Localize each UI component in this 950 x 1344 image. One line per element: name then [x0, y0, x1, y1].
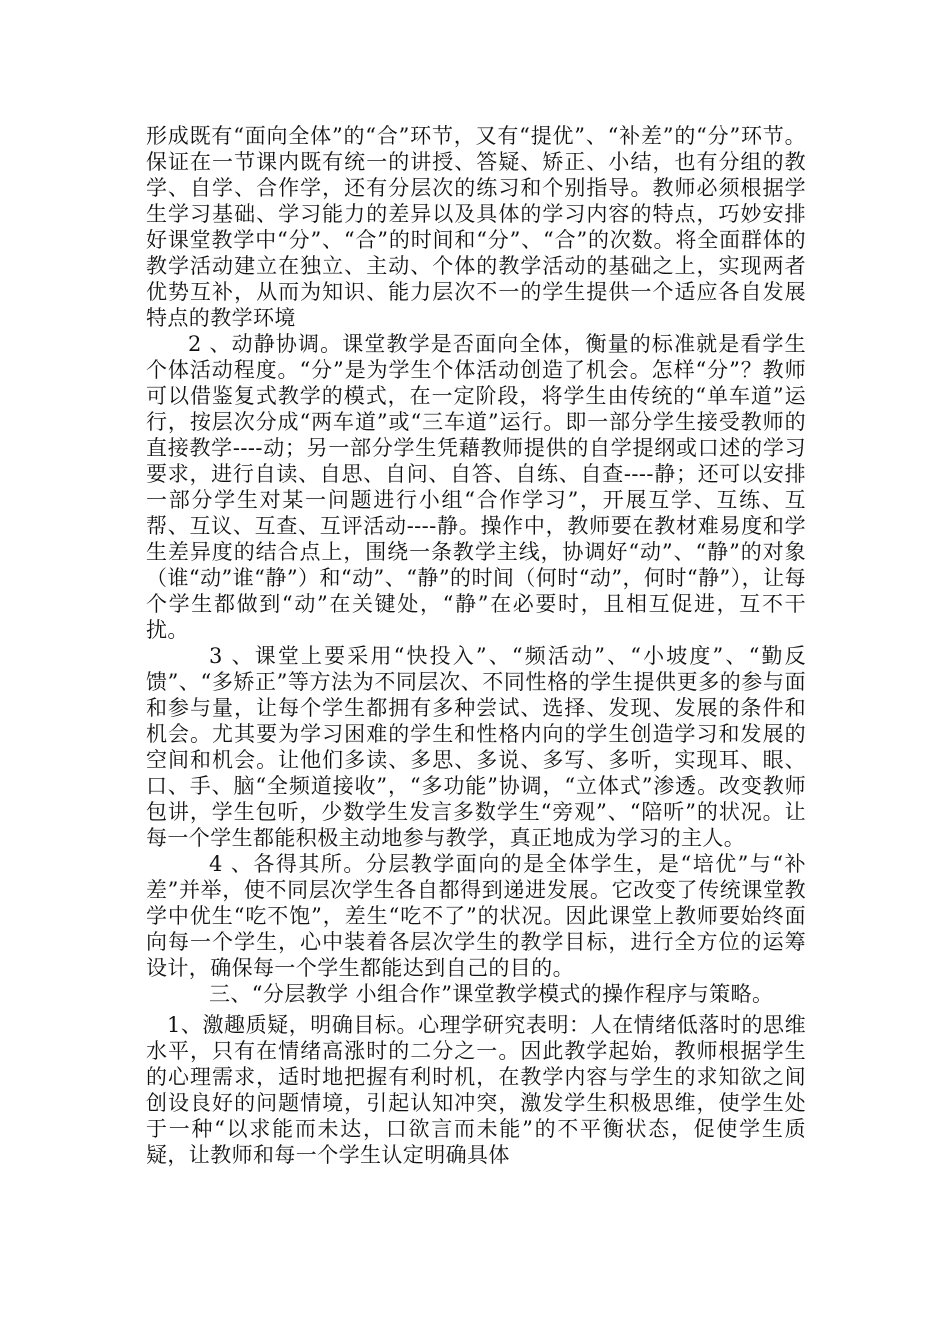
paragraph-continuation: 形成既有“面向全体”的“合”环节，又有“提优”、“补差”的“分”环节。保证在一节课内既有统一的讲授、答疑、矫正、小结，也有分组的教学、自学、合作学，还有分层次的练习和个别指导。教师必须根据学生学习基础、学习能力的差异以及具体的学习内容的特点，巧妙安排好课堂教学中“分”、“合”的时间和“分”、“合”的次数。将全面群体的教学活动建立在独立、主动、个体的教学活动的基础之上，实现两者优势互补，从而为知识、能力层次不一的学生提供一个适应各自发展特点的教学环境	[146, 124, 806, 330]
paragraph-classroom-methods: 3 、课堂上要采用“快投入”、“频活动”、“小坡度”、“勤反馈”、“多矫正”等方法为不同层次、不同性格的学生提供更多的参与面和参与量，让每个学生都拥有多种尝试、选择、发现、发展的条件和机会。尤其要为学习困难的学生和性格内向的学生创造学习和发展的空间和机会。让他们多读、多思、多说、多写、多听，实现耳、眼、口、手、脑“全频道接收”，“多功能”协调，“立体式”渗透。改变教师包讲，学生包听，少数学生发言多数学生“旁观”、“陪听”的状况。让每一个学生都能积极主动地参与教学，真正地成为学习的主人。	[146, 644, 806, 850]
paragraph-arouse-interest: 1、激趣质疑，明确目标。心理学研究表明：人在情绪低落时的思维水平，只有在情绪高涨时的二分之一。因此教学起始，教师根据学生的心理需求，适时地把握有利时机，在教学内容与学生的求知欲之间创设良好的问题情境，引起认知冲突，激发学生积极思维，使学生处于一种“以求能而未达，口欲言而未能”的不平衡状态，促使学生质疑，让教师和每一个学生认定明确具体	[146, 1013, 806, 1167]
paragraph-each-in-place: 4 、各得其所。分层教学面向的是全体学生，是“培优”与“补差”并举，使不同层次学生各自都得到递进发展。它改变了传统课堂教学中优生“吃不饱”，差生“吃不了”的状况。因此课堂上教师要始终面向每一个学生，心中装着各层次学生的教学目标，进行全方位的运筹设计，确保每一个学生都能达到自己的目的。	[146, 852, 806, 980]
document-body	[146, 123, 806, 1168]
paragraph-dynamic-static: 2 、动静协调。课堂教学是否面向全体，衡量的标准就是看学生个体活动程度。“分”是为学生个体活动创造了机会。怎样“分”？教师可以借鉴复式教学的模式，在一定阶段，将学生由传统的“单车道”运行，按层次分成“两车道”或“三车道”运行。即一部分学生接受教师的直接教学----动；另一部分学生凭藉教师提供的自学提纲或口述的学习要求，进行自读、自思、自问、自答、自练、自查----静；还可以安排一部分学生对某一问题进行小组“合作学习”，开展互学、互练、互帮、互议、互查、互评活动----静。操作中，教师要在教材难易度和学生差异度的结合点上，围绕一条教学主线，协调好“动”、“静”的对象（谁“动”谁“静”）和“动”、“静”的时间（何时“动”，何时“静”），让每个学生都做到“动”在关键处，“静”在必要时，且相互促进，互不干扰。	[146, 332, 806, 642]
section-heading-three: 三、“分层教学 小组合作”课堂教学模式的操作程序与策略。	[209, 982, 774, 1006]
